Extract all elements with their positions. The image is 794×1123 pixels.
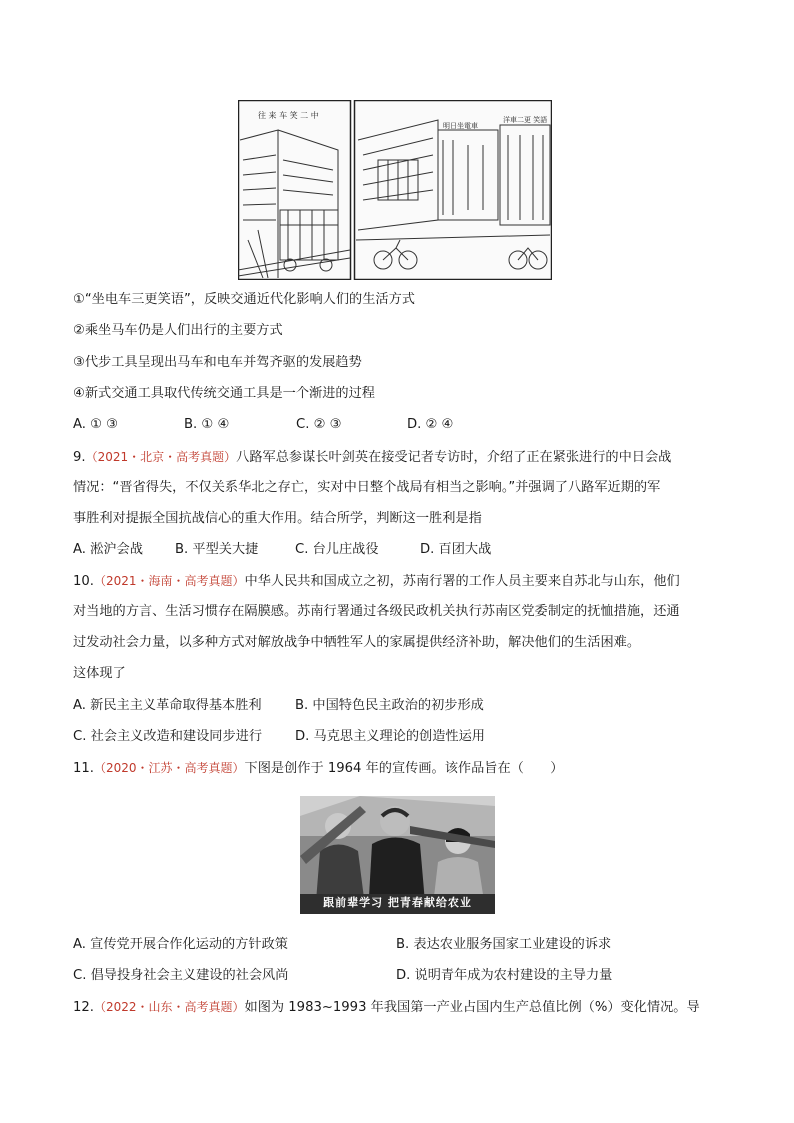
- q9-option-c[interactable]: C. 台儿庄战役: [295, 542, 379, 557]
- q9-number: 9.: [73, 450, 86, 465]
- q12-text-1: 如图为 1983~1993 年我国第一产业占国内生产总值比例（%）变化情况。导: [244, 1000, 700, 1015]
- sketch-sign-right-a: 明日坐電車: [443, 122, 478, 130]
- q10-option-a[interactable]: A. 新民主主义革命取得基本胜利: [73, 698, 262, 713]
- q10-stem-line3: 过发动社会力量，以多种方式对解放战争中牺牲军人的家属提供经济补助，解决他们的生活困难。: [73, 635, 641, 650]
- q10-text-1: 中华人民共和国成立之初，苏南行署的工作人员主要来自苏北与山东，他们: [244, 574, 680, 589]
- historical-sketch-figure: [238, 100, 552, 280]
- q11-number: 11.: [73, 761, 94, 776]
- sketch-sign-left: 往 来 车 笑 二 中: [258, 111, 319, 120]
- q9-stem-line2: 情况：“晋省得失，不仅关系华北之存亡，实对中日整个战局有相当之影响。”并强调了八路军近期的军: [73, 480, 661, 495]
- q11-option-b[interactable]: B. 表达农业服务国家工业建设的诉求: [396, 937, 612, 952]
- q8-item-2: ②乘坐马车仍是人们出行的主要方式: [73, 323, 283, 338]
- q8-item-3: ③代步工具呈现出马车和电车并驾齐驱的发展趋势: [73, 355, 362, 370]
- propaganda-poster: [300, 796, 495, 914]
- q10-option-b[interactable]: B. 中国特色民主政治的初步形成: [295, 698, 484, 713]
- q10-option-c[interactable]: C. 社会主义改造和建设同步进行: [73, 729, 263, 744]
- q11-option-a[interactable]: A. 宣传党开展合作化运动的方针政策: [73, 937, 288, 952]
- q9-stem-line1: [73, 449, 671, 466]
- q10-stem-line4: 这体现了: [73, 666, 126, 681]
- q10-number: 10.: [73, 574, 94, 589]
- q8-item-4: ④新式交通工具取代传统交通工具是一个渐进的过程: [73, 386, 375, 401]
- poster-caption: 跟前辈学习 把青春献给农业: [323, 896, 472, 909]
- q9-option-a[interactable]: A. 淞沪会战: [73, 542, 143, 557]
- q12-number: 12.: [73, 1000, 94, 1015]
- q10-stem-line1: [73, 573, 680, 590]
- q11-text-1: 下图是创作于 1964 年的宣传画。该作品旨在（ ）: [244, 761, 564, 776]
- q10-source: （2021・海南・高考真题）: [93, 574, 245, 588]
- sketch-sign-right-b: 洋車二更 笑語: [503, 116, 548, 124]
- q8-option-a[interactable]: A. ① ③: [73, 417, 119, 432]
- q11-stem-line1: [73, 760, 563, 777]
- q10-stem-line2: 对当地的方言、生活习惯存在隔膜感。苏南行署通过各级民政机关执行苏南区党委制定的抚恤措施，还通: [73, 604, 680, 619]
- q11-option-c[interactable]: C. 倡导投身社会主义建设的社会风尚: [73, 968, 289, 983]
- q8-option-b[interactable]: B. ① ④: [184, 417, 230, 432]
- q9-option-d[interactable]: D. 百团大战: [420, 542, 492, 557]
- q12-stem-line1: [73, 999, 700, 1016]
- q8-item-1: ①“坐电车三更笑语”，反映交通近代化影响人们的生活方式: [73, 292, 415, 307]
- q9-text-1: 八路军总参谋长叶剑英在接受记者专访时，介绍了正在紧张进行的中日会战: [236, 450, 672, 465]
- sketch-illustration: [238, 100, 552, 280]
- q9-source: （2021・北京・高考真题）: [85, 450, 237, 464]
- q9-stem-line3: 事胜利对提振全国抗战信心的重大作用。结合所学，判断这一胜利是指: [73, 511, 482, 526]
- q8-option-d[interactable]: D. ② ④: [407, 417, 454, 432]
- q11-option-d[interactable]: D. 说明青年成为农村建设的主导力量: [396, 968, 613, 983]
- q8-option-c[interactable]: C. ② ③: [296, 417, 342, 432]
- q9-option-b[interactable]: B. 平型关大捷: [175, 542, 259, 557]
- q10-option-d[interactable]: D. 马克思主义理论的创造性运用: [295, 729, 485, 744]
- q12-source: （2022・山东・高考真题）: [93, 1000, 245, 1014]
- q11-source: （2020・江苏・高考真题）: [93, 761, 245, 775]
